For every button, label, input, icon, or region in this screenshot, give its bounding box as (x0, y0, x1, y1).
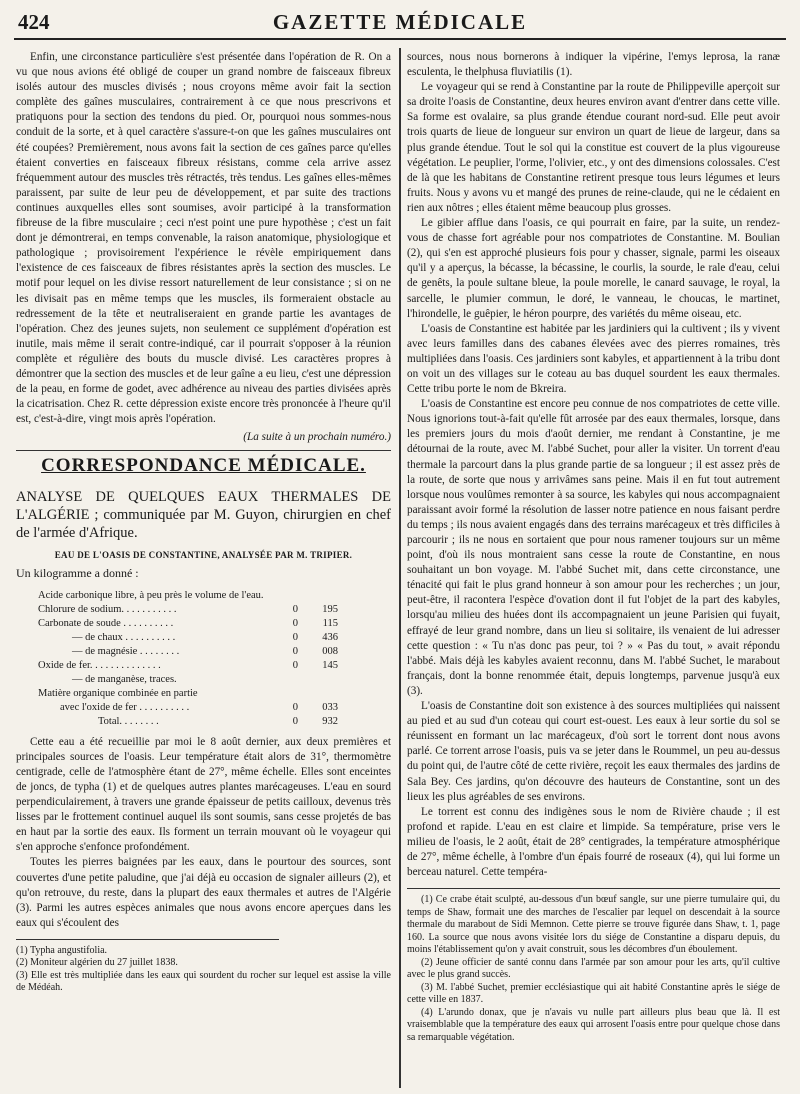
composition-label: Oxide de fer. . . . . . . . . . . . . . (38, 659, 161, 671)
composition-row (38, 645, 338, 659)
composition-grams: 0 (292, 603, 298, 615)
composition-row (38, 659, 338, 673)
composition-row (38, 617, 338, 631)
composition-value: 145 (322, 659, 338, 671)
analysis-subheading: EAU DE L'OASIS DE CONSTANTINE, ANALYSÉE PAR M. TRIPIER. (54, 549, 353, 560)
left-footnotes (16, 945, 391, 995)
section-separator (16, 450, 391, 451)
composition-row (38, 589, 338, 603)
footnote: (1) Ce crabe était sculpté, au-dessous d'un bœuf sangle, sur une pierre tumulaire qui, du temps de Shaw, formait une des marches de l'escalier par lequel on descendait à la source thermale du marabout de Sidi Memnon. Cette pierre se trouve figurée dans Shaw, t. 1, page 160. La source que nous avons visitée lors du siége de Constantine a disparu depuis, du moins l'établissement qu'on y avait construit, sous les décombres d'un éboulement. (407, 894, 780, 956)
composition-row (38, 701, 338, 715)
composition-label: Matière organique combinée en partie (38, 687, 198, 699)
footnote: (2) Jeune officier de santé connu dans l'armée par son amour pour les arts, qu'il cultive avec le plus grand succès. (407, 956, 780, 981)
composition-label: — de magnésie . . . . . . . . (72, 645, 180, 657)
composition-grams (284, 687, 298, 701)
body-paragraph: sources, nous nous bornerons à indiquer la vipérine, l'emys leprosa, la ranæ esculenta, le thelphusa fluviatilis (1). (407, 51, 780, 79)
composition-row (38, 603, 338, 617)
composition-value: 033 (322, 701, 338, 713)
body-paragraph: Le torrent est connu des indigènes sous le nom de Rivière chaude ; il est profond et rapide. L'eau en est claire et limpide. Sa température, prise vers le milieu de l'oasis, le 2 août, était de 28° centigrades, la température atmosphérique de 27°, même échelle, à l'ombre d'un épais fourré de roseaux (4), qui lui forme un berceau naturel. Cette tempéra- (407, 805, 780, 879)
composition-label: Acide carbonique libre, à peu près le volume de l'eau. (38, 589, 264, 601)
footnote-rule (407, 888, 780, 889)
composition-grams (284, 589, 298, 603)
composition-label: Chlorure de sodium. . . . . . . . . . . (38, 603, 177, 615)
right-column (407, 50, 780, 1044)
body-paragraph: Le gibier afflue dans l'oasis, ce qui pourrait en faire, par la suite, un rendez-vous de chasse fort agréable pour nos compatriotes de Constantine. M. Boulian (2), qui s'en est approché plusieurs fois pour y chasser, signale, parmi les oiseaux qu'il y a aperçus, la bécasse, la bécassine, le courlis, la sourde, le rale d'eau, celui de genêts, la poule sultane bleue, la poule morelle, le canard sauvage, le royal, la sarcelle, le plumier commun, le doré, le vanneau, le choucas, le martinet, l'hirondelle, le guêpier, le héron pourpre, des variétés du même oiseau, etc. (407, 217, 780, 320)
composition-grams: 0 (292, 659, 298, 671)
body-paragraph: Le voyageur qui se rend à Constantine par la route de Philippeville aperçoit sur sa droite l'oasis de Constantine, deux heures environ avant d'entrer dans cette ville. Sa forme est ovalaire, sa plus grande étendue courant nord-sud. Elle peut avoir trois quarts de lieue de longueur sur environ un quart de lieue de largeur, dans sa plus grande étendue. Tout le sol qui la constitue est couvert de la plus vigoureuse végétation. Le peuplier, l'orme, l'olivier, etc., y ont des dimensions colossales. C'est de là que les habitans de Constantine retirent presque tous leurs légumes et leurs fruits. Nous y avons vu et mangé des prunes de reine-claude, qui ne le cédaient en rien aux nôtres ; elles étaient même beaucoup plus grosses. (407, 81, 781, 214)
footnote: (2) Moniteur algérien du 27 juillet 1838. (16, 957, 178, 969)
composition-grams: 0 (292, 645, 298, 657)
composition-value (298, 673, 338, 687)
column-divider (399, 48, 401, 1088)
continued-note: (La suite à un prochain numéro.) (243, 431, 391, 444)
composition-label: Carbonate de soude . . . . . . . . . . (38, 617, 174, 629)
intro-paragraph: Enfin, une circonstance particulière s'est présentée dans l'opération de R. On a vu que nous avions été obligé de couper un grand nombre de faisceaux fibreux isolés autour des muscles divisés ; nous croyons même avoir fait la section complète des gaînes musculaires, contrairement à ce que nous prescrivons et pratiquons pour la section des tendons du pied. Or, pourquoi nous sommes-nous conduit de la sorte, et à quel caractère s'assure-t-on que les gaînes musculaires ont été coupées? Premièrement, nous avons fait la section de ces gaînes parce qu'elles étaient converties en faisceaux fibreux résistans, comme cela arrive assez fréquemment autour des muscles très rétractés, très tendus. Les gaînes elles-mêmes paraissent, par suite de leur peu de développement, et par suite des tractions continues auxquelles elles sont soumises, avoir participé à la transformation fibreuse de la fibre musculaire ; ceci n'est point une pure hypothèse ; c'est un fait dont je démontrerai, en temps convenable, la raison anatomique, physiologique et pathologique ; provisoirement l'expérience le révèle empiriquement dans l'existence de ces faisceaux de fibres résistantes après la section des muscles. Le motif pour lequel on les divise ressort naturellement de leur consistance ; si on ne les divisait pas en même temps que les muscles, ils formeraient obstacle au redressement de la tête et neutraliseraient en grande partie les avantages de l'opération. Chez des jeunes sujets, non seulement ce supplément d'opération est inutile, mais même il serait contre-indiqué, car il pourrait s'opposer à la réunion complète et régulière des bouts du muscle divisé. Les caractères propres à démontrer que la section des muscles et de leur gaîne a eu lieu, c'est une dépression de la peau, en forme de godet, avec adhérence au niveau des parties divisées après la cicatrisation. Chez R. cette dépression existe encore très prononcée à l'heure qu'il est, c'est-à-dire, vingt mois après l'opération. (16, 51, 391, 426)
composition-value: 195 (322, 603, 338, 615)
journal-title: GAZETTE MÉDICALE (272, 10, 528, 34)
article-title: ANALYSE DE QUELQUES EAUX THERMALES DE L'ALGÉRIE ; communiquée par M. Guyon, chirurgien en chef de l'armée d'Afrique. (16, 488, 391, 541)
footnote-rule (16, 939, 279, 940)
composition-value: 115 (322, 617, 338, 629)
total-value: 932 (322, 715, 338, 727)
total-grams: 0 (292, 715, 298, 727)
footnote: (1) Typha angustifolia. (16, 944, 108, 956)
right-footnotes (407, 894, 780, 1044)
composition-grams (284, 673, 298, 687)
body-paragraph: Toutes les pierres baignées par les eaux, dans le pourtour des sources, sont couvertes d'une petite paludine, que j'ai déjà eu occasion de signaler ailleurs (2), et qu'on retrouve, du reste, dans la plupart des eaux thermales et autres de l'Algérie (3). Parmi les autres espèces animales que nous avons encore aperçues dans les eaux qui s'écoulent des (16, 856, 391, 929)
composition-value: 436 (322, 631, 338, 643)
body-paragraph: L'oasis de Constantine doit son existence à des sources multipliées qui naissent au pied et au sud d'un coteau qui court est-ouest. Les eaux à leur sortie du sol se réunissent en formant un lac marécageux, d'où sort le torrent dont nous avons parlé. Ce torrent arrose l'oasis, puis va se jeter dans le Roummel, un peu au-dessus du point qui, de l'autre côté de cette rivière, reçoit les eaux thermales des jardins de Sala Bey. Ces jardins, qu'on découvre des hauteurs de Constantine, sont un des lieux les plus agréables de ses environs. (407, 700, 780, 803)
composition-total-row (38, 715, 338, 729)
body-paragraph: L'oasis de Constantine est encore peu connue de nos compatriotes de cette ville. Nous ignorions tout-à-fait qu'elle fût arrosée par des eaux thermales, lorsque, dans les premiers jours du mois d'août dernier, me rendant à Constantine, je me détournai de la route, avec M. l'abbé Suchet, pour aller la visiter. Un torrent d'eau thermale la parcourt dans la plus grande partie de sa longueur ; il est assez près de la route, de sorte que nous y arrivâmes sans peine. Mais il en fut tout autrement lorsque nous voulûmes remonter à sa source, les kabyles qui nous accompagnaient paraissant avoir formé la résolution de lasser notre patience en nous faisant perdre du temps ; ils nous avaient engagés dans des terrains marécageux et très difficiles à parcourir ; ils ne nous en sortaient que pour nous ramener toujours sur un même point, d'où ils nous montraient sans cesse la route de Constantine, en nous souhaitant un bon voyage. M. l'abbé Suchet mit, dans cette circonstance, une ténacité qui fait le plus grand honneur à son amour pour les recherches ; un jour, peut-être, il racontera l'espèce d'ovation dont il fut l'objet de la part des kabyles, lorsqu'au milieu des huées dont ils accompagnaient un jeune Parisien qui fuyait, effrayé de leur grand nombre, dans un lieu si solitaire, ils venaient de lui adresser cette question : « Tu n'as donc pas peur, toi ? » « Pas du tout, » avait répondu l'abbé. Mais déjà les kabyles avaient reconnu, dans M. l'abbé Suchet, le marabout français, dont la bonne renommée était, depuis longtemps, parvenue jusqu'à eux (3). (407, 398, 780, 697)
kilogram-line: Un kilogramme a donné : (16, 565, 139, 580)
body-paragraph: L'oasis de Constantine est habitée par les jardiniers qui la cultivent ; ils y vivent avec leurs familles dans des cabanes élevées avec des pierres romaines, très multipliées dans l'oasis. Ces jardiniers sont kabyles, et appartiennent à la tribu dont on voit un des villages sur le coteau au bas duquel sourdent les eaux thermales. Cette tribu porte le nom de Bkreira. (407, 322, 780, 396)
composition-grams: 0 (292, 617, 298, 629)
composition-label: — de chaux . . . . . . . . . . (72, 631, 176, 643)
composition-row (38, 687, 338, 701)
composition-label: — de manganèse, traces. (72, 673, 177, 685)
total-label: Total. . . . . . . . (98, 715, 159, 727)
section-title: CORRESPONDANCE MÉDICALE. (41, 455, 366, 477)
composition-grams: 0 (292, 701, 298, 713)
composition-row (38, 631, 338, 645)
composition-table (38, 589, 338, 729)
composition-value (298, 589, 338, 603)
composition-value (298, 687, 338, 701)
page-header (14, 6, 786, 40)
footnote: (3) Elle est très multipliée dans les eaux qui sourdent du rocher sur lequel est assise la ville de Médéah. (16, 969, 391, 994)
left-column (16, 50, 391, 995)
composition-label: avec l'oxide de fer . . . . . . . . . . (60, 701, 190, 713)
footnote: (4) L'arundo donax, que je n'avais vu nulle part ailleurs plus beau que là. Il est vraisemblable que la température des eaux qui arrosent l'oasis entre pour quelque chose dans sa remarquable végétation. (407, 1006, 780, 1043)
page-number: 424 (18, 10, 50, 34)
composition-grams: 0 (292, 631, 298, 643)
footnote: (3) M. l'abbé Suchet, premier ecclésiastique qui ait habité Constantine après le siége de cette ville en 1837. (407, 981, 780, 1006)
composition-row (38, 673, 338, 687)
body-paragraph: Cette eau a été recueillie par moi le 8 août dernier, aux deux premières et principales sources de l'oasis. Leur température était alors de 31°, thermomètre centigrade, celle de l'atmosphère étant de 27°, même échelle. Elles sont enceintes de joncs, de typha (1) et de quelques autres plantes marécageuses. L'eau en sourd perpendiculairement, à travers une grande épaisseur de petits cailloux, devenus très lisses par le frottement continuel auquel ils sont soumis, sans cesse projetés de bas en haut par la sortie des eaux. Ils forment un terrain mouvant où le voyageur qui s'en approche s'enfonce profondément. (16, 735, 391, 854)
composition-value: 008 (322, 645, 338, 657)
